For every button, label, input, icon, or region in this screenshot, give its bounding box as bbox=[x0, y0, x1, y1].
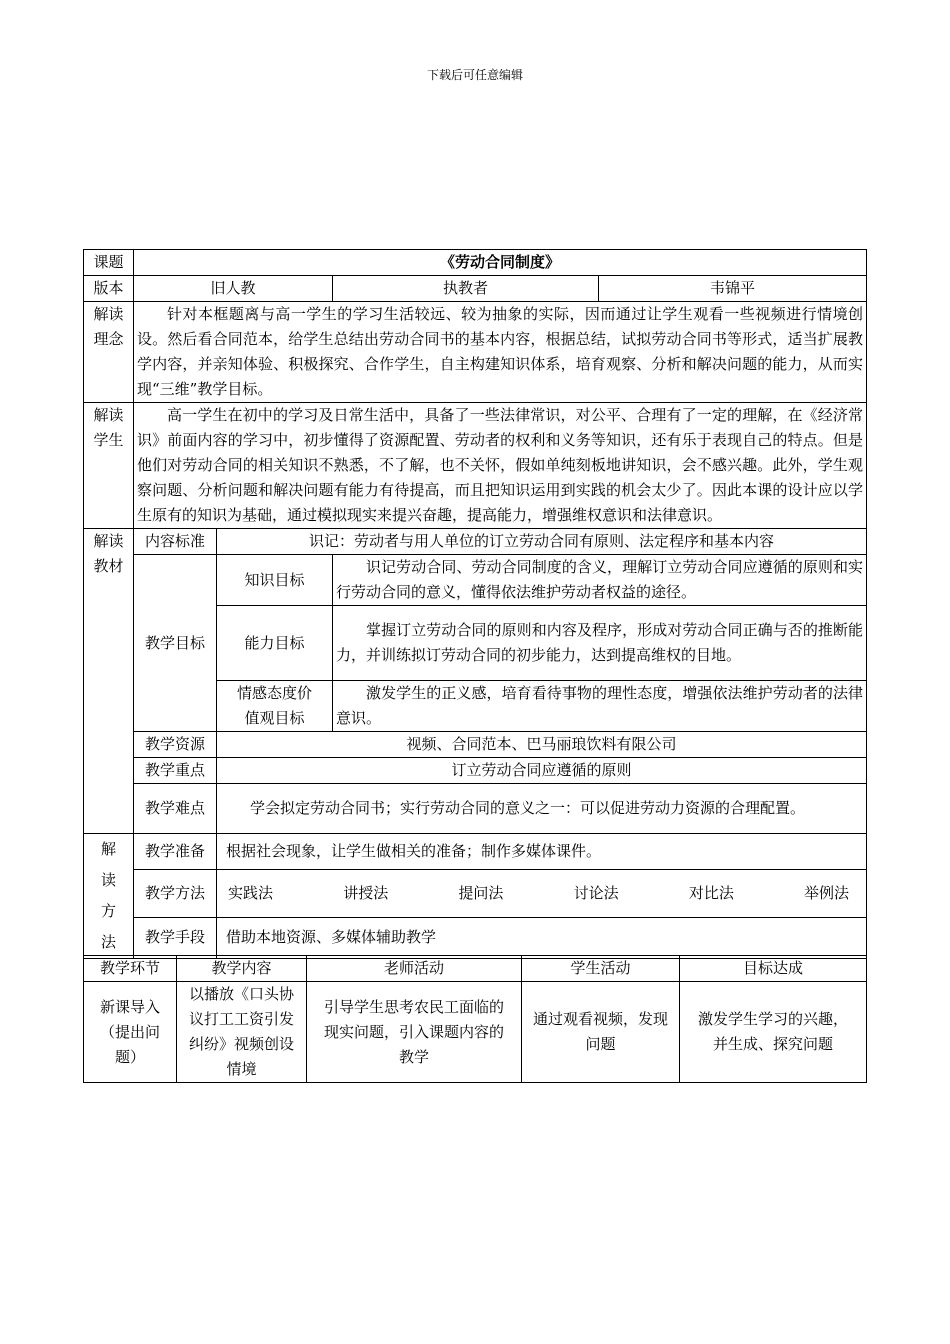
students-label bbox=[84, 403, 134, 529]
emotion-goal-label-line1: 情感态度价 bbox=[236, 684, 312, 702]
process-header: 目标达成 bbox=[680, 956, 867, 982]
process-stage: 新课导入（提出问题） bbox=[84, 982, 177, 1083]
method-item: 提问法 bbox=[458, 883, 504, 902]
material-label bbox=[84, 529, 134, 834]
process-header: 教学内容 bbox=[177, 956, 307, 982]
process-content: 以播放《口头协议打工工资引发纠纷》视频创设情境 bbox=[177, 982, 307, 1083]
method-item: 讨论法 bbox=[573, 883, 619, 902]
process-goal: 激发学生学习的兴趣，并生成、探究问题 bbox=[680, 982, 867, 1083]
resources-label: 教学资源 bbox=[134, 732, 217, 758]
page-header: 下载后可任意编辑 bbox=[426, 68, 523, 82]
method-label-char: 方 bbox=[100, 902, 116, 920]
emotion-goal-label-line2: 值观目标 bbox=[244, 709, 305, 727]
students-text: 高一学生在初中的学习及日常生活中，具备了一些法律常识，对公平、合理有了一定的理解，在《经济常识》前面内容的学习中，初步懂得了资源配置、劳动者的权利和义务等知识，还有乐于表现自己的特点。但是他们对劳动合同的相关知识不熟悉，不了解，也不关怀，假如单纯刻板地讲知识，会不感兴趣。此外，学生观察问题、分析问题和解决问题有能力有待提高，而且把知识运用到实践的机会太少了。因此本课的设计应以学生原有的知识为基础，通过模拟现实来提兴奋趣，提高能力，增强维权意识和法律意识。 bbox=[134, 403, 867, 529]
lesson-plan-table bbox=[83, 249, 867, 959]
emotion-goal-text: 激发学生的正义感，培育看待事物的理性态度，增强依法维护劳动者的法律意识。 bbox=[333, 681, 867, 732]
prep-label: 教学准备 bbox=[134, 834, 217, 870]
method-label-char: 读 bbox=[100, 871, 116, 889]
standard-text: 识记：劳动者与用人单位的订立劳动合同有原则、法定程序和基本内容 bbox=[217, 529, 867, 555]
method-label bbox=[84, 834, 134, 959]
knowledge-goal-text: 识记劳动合同、劳动合同制度的含义，理解订立劳动合同应遵循的原则和实行劳动合同的意义，懂得依法维护劳动者权益的途径。 bbox=[333, 555, 867, 606]
knowledge-goal-label: 知识目标 bbox=[217, 555, 333, 606]
process-table bbox=[83, 955, 867, 1083]
means-label: 教学手段 bbox=[134, 917, 217, 958]
students-label-line1: 解读 bbox=[93, 406, 124, 424]
material-label-line2: 教材 bbox=[93, 557, 124, 575]
ability-goal-label: 能力目标 bbox=[217, 606, 333, 681]
method-item: 举例法 bbox=[804, 883, 850, 902]
standard-label: 内容标准 bbox=[134, 529, 217, 555]
students-label-line2: 学生 bbox=[93, 431, 124, 449]
edition-value: 旧人教 bbox=[134, 276, 333, 302]
method-label-char: 法 bbox=[100, 933, 116, 951]
ability-goal-text: 掌握订立劳动合同的原则和内容及程序，形成对劳动合同正确与否的推断能力，并训练拟订劳动合同的初步能力，达到提高维权的目地。 bbox=[333, 606, 867, 681]
lesson-title: 《劳动合同制度》 bbox=[134, 250, 867, 276]
concept-label bbox=[84, 302, 134, 403]
methods-label: 教学方法 bbox=[134, 870, 217, 918]
method-label-char: 解 bbox=[100, 840, 116, 858]
method-item: 讲授法 bbox=[343, 883, 389, 902]
concept-label-line1: 解读 bbox=[93, 305, 124, 323]
focus-text: 订立劳动合同应遵循的原则 bbox=[217, 758, 867, 784]
prep-text: 根据社会现象，让学生做相关的准备；制作多媒体课件。 bbox=[217, 834, 867, 870]
process-teacher-activity: 引导学生思考农民工面临的现实问题，引入课题内容的教学 bbox=[307, 982, 522, 1083]
emotion-goal-label bbox=[217, 681, 333, 732]
edition-label: 版本 bbox=[84, 276, 134, 302]
resources-text: 视频、合同范本、巴马丽琅饮料有限公司 bbox=[217, 732, 867, 758]
process-header: 学生活动 bbox=[522, 956, 680, 982]
difficulty-text: 学会拟定劳动合同书；实行劳动合同的意义之一：可以促进劳动力资源的合理配置。 bbox=[217, 784, 867, 834]
method-item: 实践法 bbox=[228, 883, 274, 902]
process-header: 教学环节 bbox=[84, 956, 177, 982]
teacher-label: 执教者 bbox=[333, 276, 599, 302]
difficulty-label: 教学难点 bbox=[134, 784, 217, 834]
methods-cell bbox=[217, 870, 867, 918]
teacher-value: 韦锦平 bbox=[599, 276, 867, 302]
topic-label: 课题 bbox=[84, 250, 134, 276]
concept-text: 针对本框题离与高一学生的学习生活较远、较为抽象的实际，因而通过让学生观看一些视频进行情境创设。然后看合同范本，给学生总结出劳动合同书的基本内容，根据总结，试拟劳动合同书等形式，适当扩展教学内容，并亲知体验、积极探究、合作学生，自主构建知识体系，培育观察、分析和解决问题的能力，从而实现“三维”教学目标。 bbox=[134, 302, 867, 403]
methods-list bbox=[220, 881, 863, 906]
goals-label: 教学目标 bbox=[134, 555, 217, 732]
focus-label: 教学重点 bbox=[134, 758, 217, 784]
method-item: 对比法 bbox=[688, 883, 734, 902]
material-label-line1: 解读 bbox=[93, 532, 124, 550]
process-student-activity: 通过观看视频，发现问题 bbox=[522, 982, 680, 1083]
means-text: 借助本地资源、多媒体辅助教学 bbox=[217, 917, 867, 958]
concept-label-line2: 理念 bbox=[93, 330, 124, 348]
process-header: 老师活动 bbox=[307, 956, 522, 982]
